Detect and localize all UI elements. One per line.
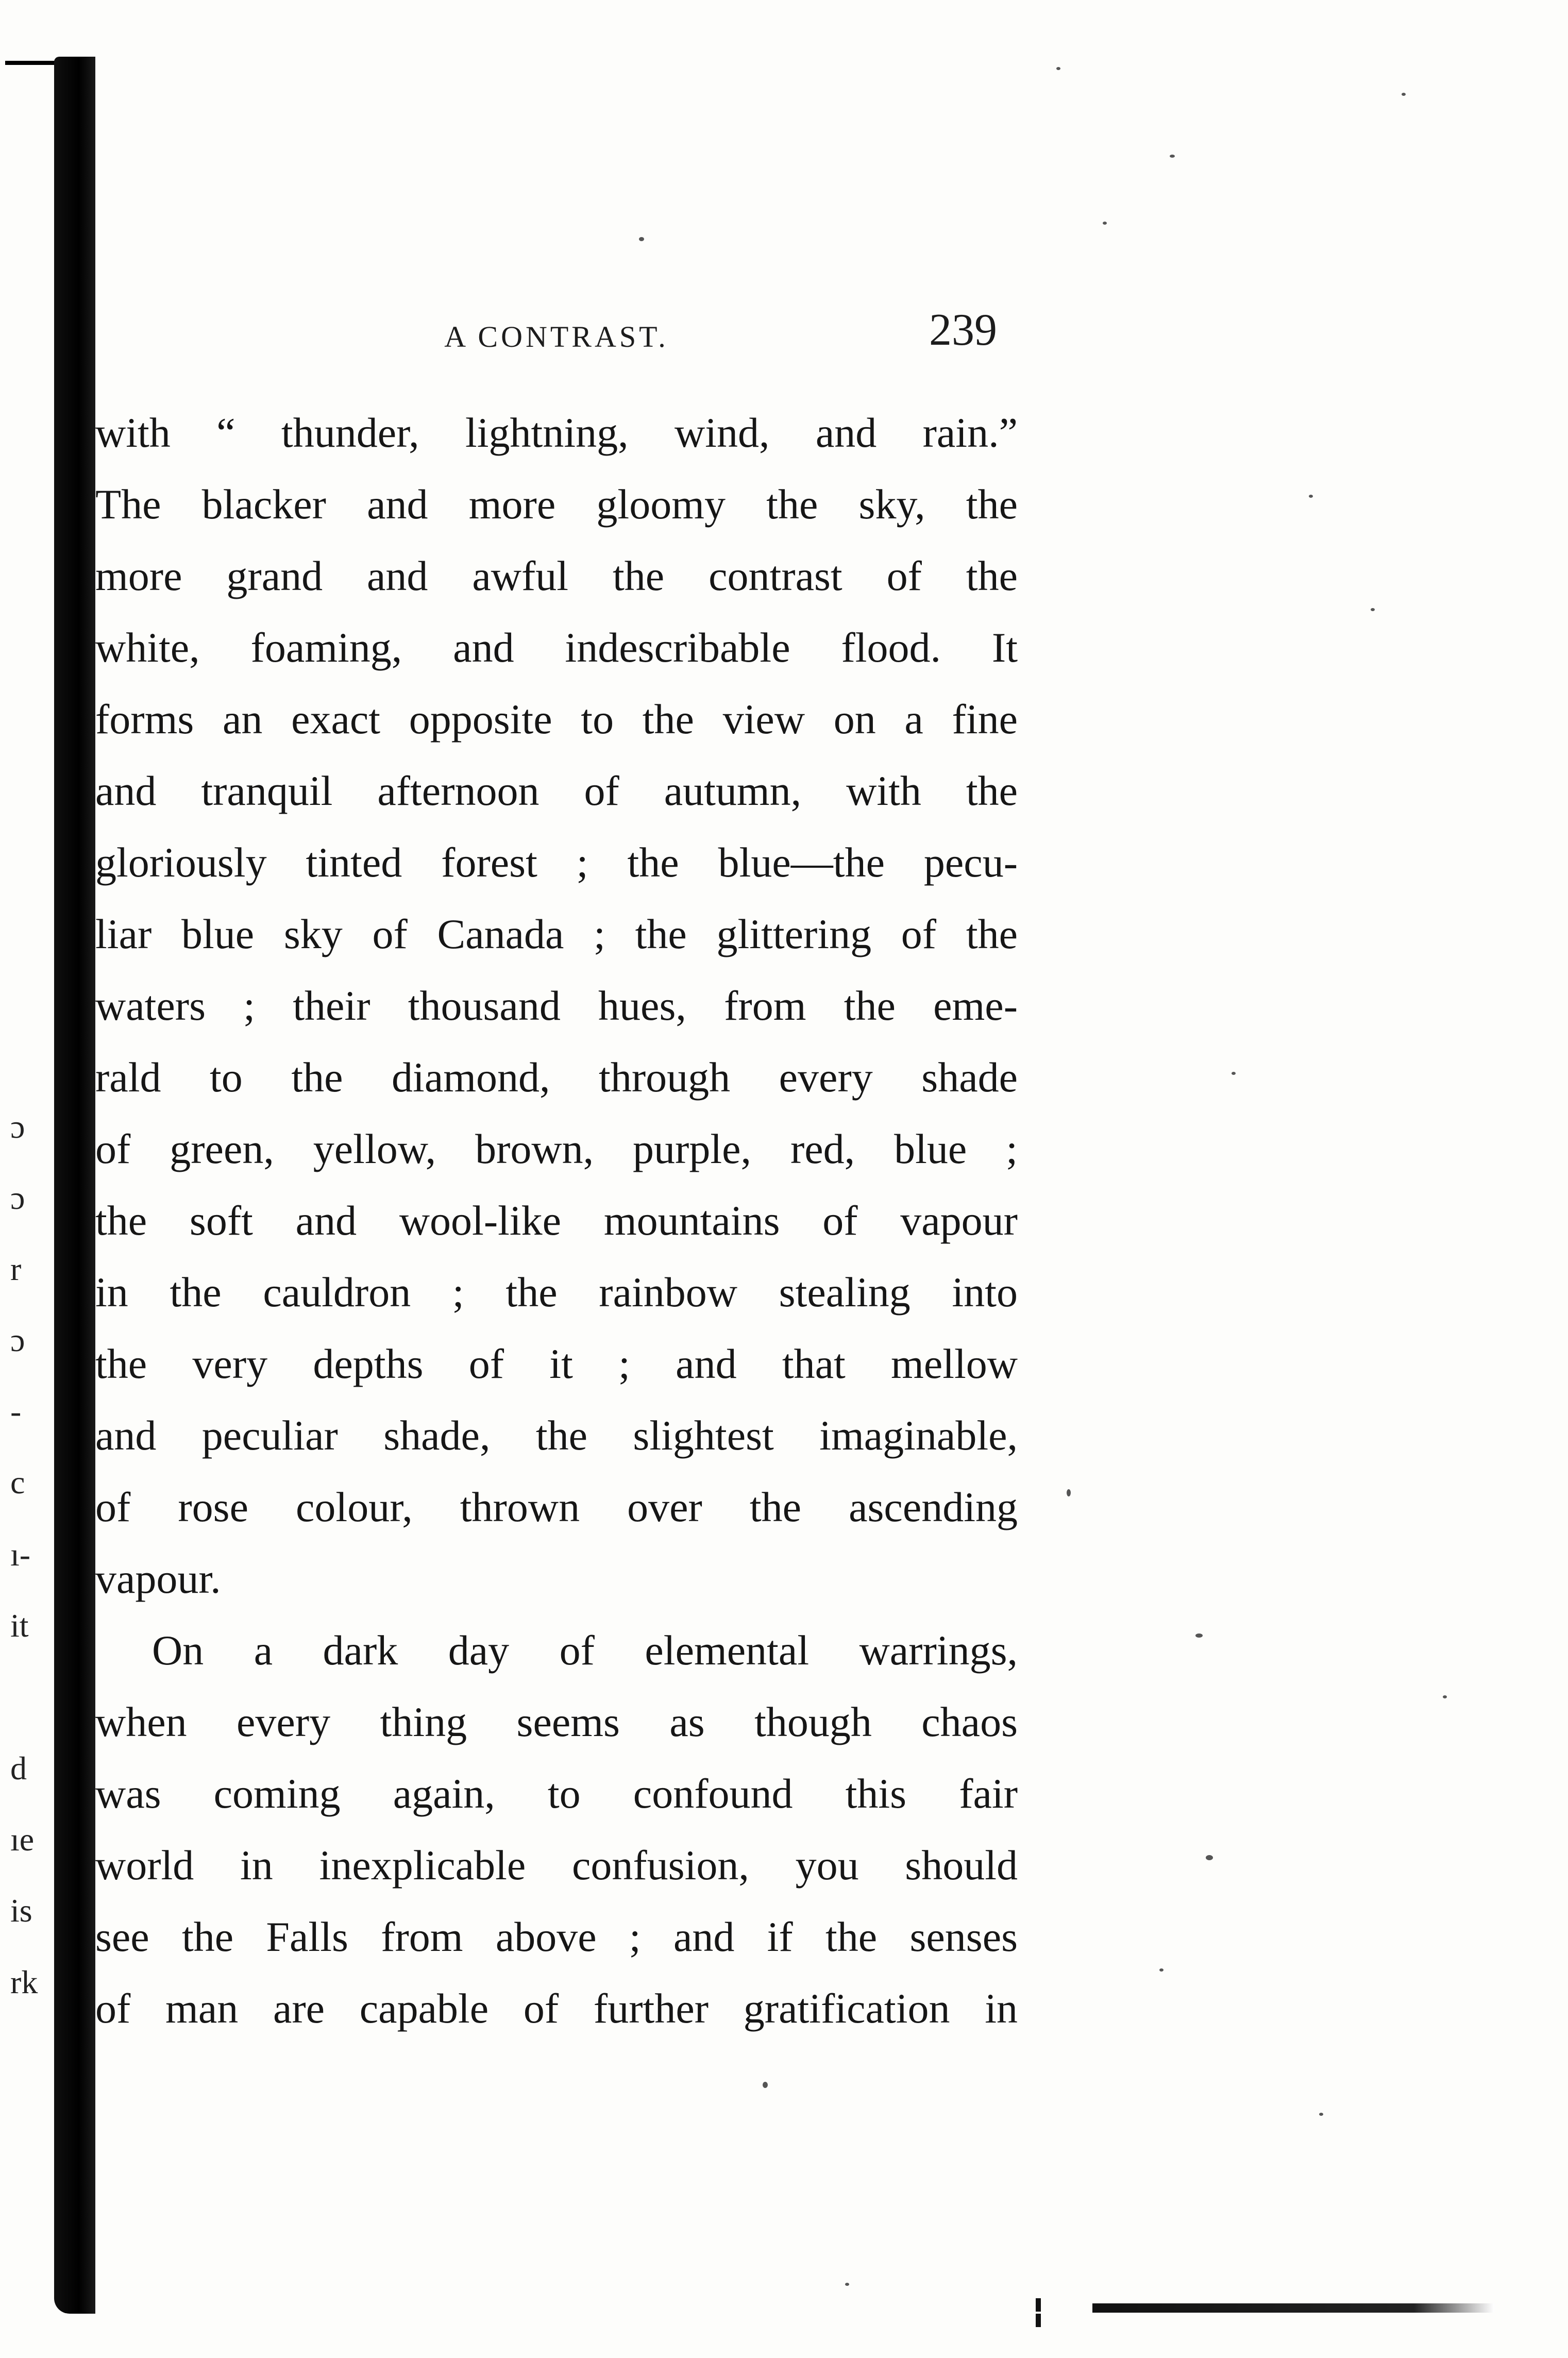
paper-speck <box>1443 1695 1447 1698</box>
margin-fragment: ɔ <box>10 1180 25 1216</box>
text-line: liar blue sky of Canada ; the glittering of the <box>95 911 1018 957</box>
text-line: waters ; their thousand hues, from the eme- <box>95 982 1018 1029</box>
margin-fragment: r <box>10 1251 22 1287</box>
bottom-rule <box>1092 2303 1494 2313</box>
paper-speck <box>1170 155 1175 158</box>
page-number: 239 <box>929 305 997 355</box>
margin-fragment: rk <box>10 1964 38 2000</box>
text-line: world in inexplicable confusion, you should <box>95 1842 1018 1889</box>
text-line: when every thing seems as though chaos <box>95 1698 1018 1745</box>
margin-fragment: ıe <box>10 1821 35 1858</box>
text-line: vapour. <box>95 1555 221 1602</box>
paper-speck <box>763 2082 768 2088</box>
text-line: was coming again, to confound this fair <box>95 1770 1018 1817</box>
paper-speck <box>1159 1968 1164 1972</box>
bottom-marks <box>1036 2298 1077 2314</box>
text-line: more grand and awful the contrast of the <box>95 552 1018 599</box>
paper-speck <box>1232 1072 1236 1075</box>
margin-fragment: ı- <box>10 1536 31 1573</box>
binding-shadow <box>54 57 95 2314</box>
text-line: in the cauldron ; the rainbow stealing into <box>95 1269 1018 1316</box>
margin-fragment: is <box>10 1892 32 1929</box>
paper-speck <box>845 2283 849 2286</box>
text-line: the soft and wool-like mountains of vapour <box>95 1197 1018 1244</box>
margin-fragment: d <box>10 1750 27 1787</box>
paper-speck <box>1206 1855 1213 1860</box>
text-line: forms an exact opposite to the view on a fine <box>95 696 1018 743</box>
binding-edge <box>5 61 62 65</box>
text-line: of rose colour, thrown over the ascending <box>95 1484 1018 1530</box>
paper-speck <box>1309 495 1313 498</box>
page-header <box>93 304 1020 361</box>
margin-fragment: - <box>10 1393 22 1429</box>
paper-speck <box>1402 93 1406 96</box>
body-text <box>95 397 1018 2044</box>
margin-fragment: c <box>10 1464 25 1501</box>
text-line: of green, yellow, brown, purple, red, blue ; <box>95 1125 1018 1172</box>
paper-speck <box>1103 222 1107 225</box>
text-line: with “ thunder, lightning, wind, and rain.” <box>95 409 1018 456</box>
text-line: see the Falls from above ; and if the senses <box>95 1913 1018 1960</box>
margin-fragment: it <box>10 1607 29 1644</box>
text-line: The blacker and more gloomy the sky, the <box>95 481 1018 528</box>
facing-page-fragments <box>0 1108 52 2087</box>
text-line: rald to the diamond, through every shade <box>95 1054 1018 1101</box>
text-line: white, foaming, and indescribable flood. It <box>95 624 1018 671</box>
text-line: the very depths of it ; and that mellow <box>95 1340 1018 1387</box>
paper-speck <box>1319 2113 1323 2116</box>
text-line: and peculiar shade, the slightest imaginable, <box>95 1412 1018 1459</box>
text-line: gloriously tinted forest ; the blue—the pecu- <box>95 839 1018 886</box>
text-line: On a dark day of elemental warrings, <box>152 1627 1018 1674</box>
paper-speck <box>1371 608 1375 611</box>
running-title: A CONTRAST. <box>444 320 669 353</box>
margin-fragment: ɔ <box>10 1322 25 1358</box>
paper-speck <box>1195 1633 1203 1638</box>
text-line: and tranquil afternoon of autumn, with the <box>95 767 1018 814</box>
paper-speck <box>1056 67 1060 70</box>
text-line: of man are capable of further gratification in <box>95 1985 1018 2032</box>
paper-speck <box>639 237 644 241</box>
paper-speck <box>1067 1489 1071 1496</box>
margin-fragment: ɔ <box>10 1108 25 1145</box>
